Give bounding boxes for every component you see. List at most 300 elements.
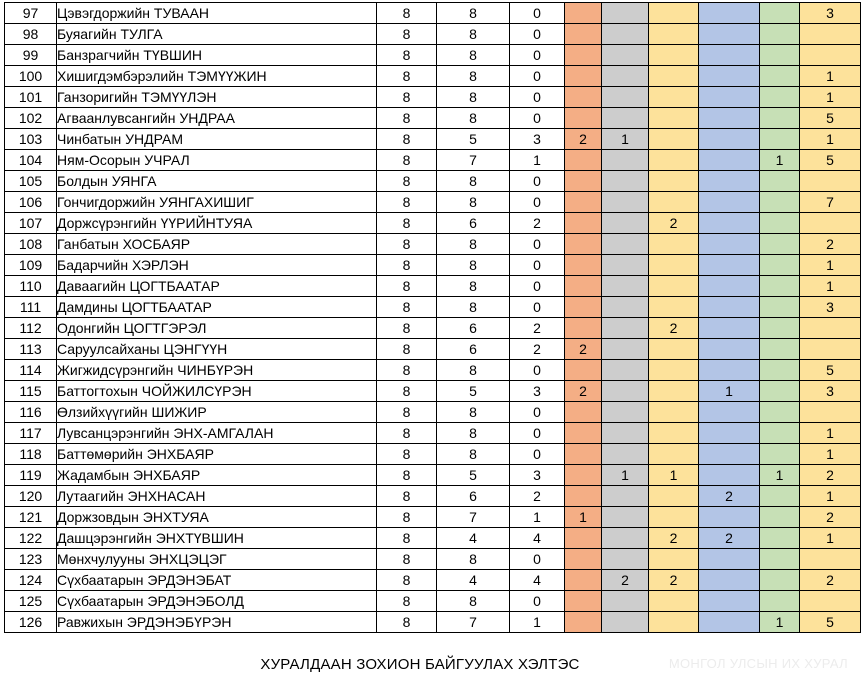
absent-cell: 0 xyxy=(510,360,565,381)
row-number-cell: 110 xyxy=(5,276,57,297)
member-name-cell: Мөнхчулууны ЭНХЦЭЦЭГ xyxy=(57,549,377,570)
attended-cell: 8 xyxy=(437,171,510,192)
absent-cell: 1 xyxy=(510,150,565,171)
row-number-cell: 116 xyxy=(5,402,57,423)
row-number-cell: 98 xyxy=(5,24,57,45)
absence-type-1-cell xyxy=(565,402,602,423)
attended-cell: 6 xyxy=(437,339,510,360)
absence-type-4-cell xyxy=(699,3,760,24)
absence-type-1-cell xyxy=(565,276,602,297)
absent-cell: 0 xyxy=(510,66,565,87)
absence-type-3-cell xyxy=(649,150,699,171)
member-name-cell: Ганзоригийн ТЭМҮҮЛЭН xyxy=(57,87,377,108)
attended-cell: 8 xyxy=(437,108,510,129)
absence-type-1-cell xyxy=(565,612,602,633)
attended-cell: 7 xyxy=(437,507,510,528)
attended-cell: 7 xyxy=(437,150,510,171)
absence-type-2-cell xyxy=(602,402,649,423)
absence-type-4-cell xyxy=(699,24,760,45)
table-row xyxy=(5,234,861,255)
absence-type-1-cell: 2 xyxy=(565,381,602,402)
absence-type-4-cell xyxy=(699,66,760,87)
absent-cell: 0 xyxy=(510,45,565,66)
absence-type-4-cell xyxy=(699,423,760,444)
absence-type-1-cell xyxy=(565,24,602,45)
absent-cell: 4 xyxy=(510,570,565,591)
attended-cell: 8 xyxy=(437,192,510,213)
absence-type-5-cell xyxy=(760,129,800,150)
attended-cell: 8 xyxy=(437,87,510,108)
absence-type-5-cell xyxy=(760,381,800,402)
total-sessions-cell: 8 xyxy=(377,549,437,570)
absence-type-3-cell xyxy=(649,192,699,213)
absent-cell: 0 xyxy=(510,591,565,612)
absence-type-2-cell xyxy=(602,528,649,549)
table-row xyxy=(5,507,861,528)
total-sessions-cell: 8 xyxy=(377,570,437,591)
member-name-cell: Лувсанцэрэнгийн ЭНХ-АМГАЛАН xyxy=(57,423,377,444)
row-number-cell: 104 xyxy=(5,150,57,171)
absent-cell: 1 xyxy=(510,612,565,633)
table-row xyxy=(5,444,861,465)
table-row xyxy=(5,3,861,24)
absence-type-3-cell xyxy=(649,381,699,402)
absence-type-2-cell xyxy=(602,297,649,318)
absence-type-6-cell: 1 xyxy=(800,255,861,276)
absence-type-2-cell xyxy=(602,339,649,360)
table-row xyxy=(5,213,861,234)
table-row xyxy=(5,150,861,171)
absence-type-2-cell xyxy=(602,444,649,465)
table-row xyxy=(5,612,861,633)
attended-cell: 8 xyxy=(437,360,510,381)
absence-type-5-cell xyxy=(760,87,800,108)
total-sessions-cell: 8 xyxy=(377,276,437,297)
absence-type-2-cell xyxy=(602,276,649,297)
absence-type-2-cell xyxy=(602,612,649,633)
absence-type-5-cell: 1 xyxy=(760,465,800,486)
absence-type-1-cell xyxy=(565,3,602,24)
absent-cell: 0 xyxy=(510,192,565,213)
table-row xyxy=(5,129,861,150)
absence-type-3-cell xyxy=(649,444,699,465)
member-name-cell: Одонгийн ЦОГТГЭРЭЛ xyxy=(57,318,377,339)
absent-cell: 0 xyxy=(510,297,565,318)
absence-type-5-cell xyxy=(760,255,800,276)
absence-type-3-cell xyxy=(649,591,699,612)
attended-cell: 7 xyxy=(437,612,510,633)
absence-type-5-cell xyxy=(760,570,800,591)
absence-type-2-cell xyxy=(602,87,649,108)
absent-cell: 0 xyxy=(510,444,565,465)
absence-type-5-cell xyxy=(760,45,800,66)
absence-type-3-cell: 1 xyxy=(649,465,699,486)
absence-type-4-cell xyxy=(699,591,760,612)
absence-type-6-cell xyxy=(800,24,861,45)
absence-type-3-cell xyxy=(649,234,699,255)
table-row xyxy=(5,465,861,486)
absence-type-4-cell xyxy=(699,108,760,129)
member-name-cell: Болдын УЯНГА xyxy=(57,171,377,192)
attended-cell: 4 xyxy=(437,528,510,549)
member-name-cell: Хишигдэмбэрэлийн ТЭМҮҮЖИН xyxy=(57,66,377,87)
row-number-cell: 123 xyxy=(5,549,57,570)
table-row xyxy=(5,486,861,507)
absence-type-1-cell xyxy=(565,570,602,591)
absence-type-4-cell xyxy=(699,360,760,381)
absence-type-6-cell xyxy=(800,45,861,66)
row-number-cell: 100 xyxy=(5,66,57,87)
absence-type-6-cell: 7 xyxy=(800,192,861,213)
absent-cell: 0 xyxy=(510,108,565,129)
absence-type-1-cell xyxy=(565,171,602,192)
absence-type-5-cell xyxy=(760,171,800,192)
table-row xyxy=(5,402,861,423)
absence-type-5-cell xyxy=(760,3,800,24)
absence-type-5-cell xyxy=(760,276,800,297)
absent-cell: 3 xyxy=(510,381,565,402)
table-row xyxy=(5,591,861,612)
absent-cell: 0 xyxy=(510,255,565,276)
absence-type-5-cell xyxy=(760,24,800,45)
member-name-cell: Бадарчийн ХЭРЛЭН xyxy=(57,255,377,276)
total-sessions-cell: 8 xyxy=(377,24,437,45)
absence-type-5-cell: 1 xyxy=(760,150,800,171)
row-number-cell: 111 xyxy=(5,297,57,318)
attended-cell: 8 xyxy=(437,276,510,297)
absence-type-4-cell xyxy=(699,444,760,465)
absence-type-1-cell: 1 xyxy=(565,507,602,528)
attended-cell: 5 xyxy=(437,129,510,150)
absence-type-4-cell xyxy=(699,45,760,66)
table-row xyxy=(5,192,861,213)
absence-type-1-cell xyxy=(565,423,602,444)
attended-cell: 8 xyxy=(437,444,510,465)
row-number-cell: 119 xyxy=(5,465,57,486)
row-number-cell: 118 xyxy=(5,444,57,465)
table-row xyxy=(5,528,861,549)
absence-type-5-cell xyxy=(760,528,800,549)
attended-cell: 8 xyxy=(437,66,510,87)
absence-type-5-cell xyxy=(760,318,800,339)
total-sessions-cell: 8 xyxy=(377,339,437,360)
absence-type-6-cell xyxy=(800,339,861,360)
member-name-cell: Чинбатын УНДРАМ xyxy=(57,129,377,150)
row-number-cell: 117 xyxy=(5,423,57,444)
member-name-cell: Лутаагийн ЭНХНАСАН xyxy=(57,486,377,507)
member-name-cell: Сүхбаатарын ЭРДЭНЭБОЛД xyxy=(57,591,377,612)
absence-type-2-cell xyxy=(602,234,649,255)
absence-type-1-cell xyxy=(565,45,602,66)
absent-cell: 0 xyxy=(510,171,565,192)
absence-type-2-cell xyxy=(602,24,649,45)
absence-type-2-cell xyxy=(602,171,649,192)
absence-type-3-cell: 2 xyxy=(649,213,699,234)
absence-type-6-cell: 3 xyxy=(800,3,861,24)
absence-type-2-cell: 1 xyxy=(602,465,649,486)
row-number-cell: 121 xyxy=(5,507,57,528)
absence-type-1-cell: 2 xyxy=(565,129,602,150)
absence-type-4-cell xyxy=(699,129,760,150)
absence-type-6-cell: 1 xyxy=(800,423,861,444)
absence-type-4-cell: 1 xyxy=(699,381,760,402)
row-number-cell: 102 xyxy=(5,108,57,129)
table-row xyxy=(5,423,861,444)
row-number-cell: 103 xyxy=(5,129,57,150)
absence-type-3-cell xyxy=(649,486,699,507)
attended-cell: 4 xyxy=(437,570,510,591)
attended-cell: 8 xyxy=(437,423,510,444)
attended-cell: 8 xyxy=(437,591,510,612)
absence-type-5-cell xyxy=(760,213,800,234)
absence-type-6-cell: 1 xyxy=(800,276,861,297)
absence-type-2-cell xyxy=(602,591,649,612)
absence-type-5-cell xyxy=(760,402,800,423)
absence-type-3-cell xyxy=(649,255,699,276)
total-sessions-cell: 8 xyxy=(377,591,437,612)
absence-type-6-cell: 2 xyxy=(800,507,861,528)
total-sessions-cell: 8 xyxy=(377,192,437,213)
absent-cell: 0 xyxy=(510,3,565,24)
total-sessions-cell: 8 xyxy=(377,444,437,465)
absence-type-3-cell xyxy=(649,612,699,633)
absence-type-1-cell xyxy=(565,465,602,486)
total-sessions-cell: 8 xyxy=(377,66,437,87)
absence-type-2-cell xyxy=(602,192,649,213)
absence-type-4-cell: 2 xyxy=(699,486,760,507)
table-row xyxy=(5,318,861,339)
attended-cell: 6 xyxy=(437,486,510,507)
absence-type-2-cell: 2 xyxy=(602,570,649,591)
absence-type-2-cell xyxy=(602,3,649,24)
absence-type-1-cell: 2 xyxy=(565,339,602,360)
attended-cell: 8 xyxy=(437,549,510,570)
member-name-cell: Дамдины ЦОГТБААТАР xyxy=(57,297,377,318)
total-sessions-cell: 8 xyxy=(377,528,437,549)
absence-type-2-cell: 1 xyxy=(602,129,649,150)
absence-type-5-cell xyxy=(760,486,800,507)
attended-cell: 6 xyxy=(437,318,510,339)
absent-cell: 0 xyxy=(510,234,565,255)
member-name-cell: Саруулсайханы ЦЭНГҮҮН xyxy=(57,339,377,360)
absence-type-6-cell xyxy=(800,402,861,423)
absence-type-2-cell xyxy=(602,360,649,381)
attended-cell: 8 xyxy=(437,3,510,24)
absence-type-6-cell xyxy=(800,549,861,570)
table-row xyxy=(5,66,861,87)
absence-type-3-cell xyxy=(649,87,699,108)
absence-type-4-cell xyxy=(699,570,760,591)
absence-type-6-cell xyxy=(800,591,861,612)
absence-type-2-cell xyxy=(602,108,649,129)
absent-cell: 3 xyxy=(510,129,565,150)
absence-type-4-cell xyxy=(699,276,760,297)
attended-cell: 8 xyxy=(437,45,510,66)
absence-type-2-cell xyxy=(602,549,649,570)
absence-type-6-cell: 1 xyxy=(800,528,861,549)
absence-type-4-cell xyxy=(699,297,760,318)
total-sessions-cell: 8 xyxy=(377,150,437,171)
member-name-cell: Равжихын ЭРДЭНЭБҮРЭН xyxy=(57,612,377,633)
absence-type-5-cell xyxy=(760,297,800,318)
table-row xyxy=(5,570,861,591)
absence-type-1-cell xyxy=(565,528,602,549)
total-sessions-cell: 8 xyxy=(377,486,437,507)
table-row xyxy=(5,276,861,297)
absence-type-1-cell xyxy=(565,213,602,234)
absence-type-4-cell xyxy=(699,234,760,255)
absence-type-5-cell xyxy=(760,234,800,255)
total-sessions-cell: 8 xyxy=(377,297,437,318)
absent-cell: 4 xyxy=(510,528,565,549)
table-row xyxy=(5,381,861,402)
row-number-cell: 105 xyxy=(5,171,57,192)
member-name-cell: Даваагийн ЦОГТБААТАР xyxy=(57,276,377,297)
absence-type-6-cell xyxy=(800,213,861,234)
absence-type-3-cell xyxy=(649,549,699,570)
absence-type-2-cell xyxy=(602,255,649,276)
absence-type-6-cell: 5 xyxy=(800,612,861,633)
total-sessions-cell: 8 xyxy=(377,507,437,528)
row-number-cell: 112 xyxy=(5,318,57,339)
absence-type-2-cell xyxy=(602,381,649,402)
row-number-cell: 107 xyxy=(5,213,57,234)
row-number-cell: 106 xyxy=(5,192,57,213)
absence-type-1-cell xyxy=(565,444,602,465)
absence-type-5-cell xyxy=(760,507,800,528)
absence-type-3-cell xyxy=(649,339,699,360)
row-number-cell: 113 xyxy=(5,339,57,360)
absence-type-3-cell: 2 xyxy=(649,318,699,339)
absence-type-5-cell xyxy=(760,423,800,444)
total-sessions-cell: 8 xyxy=(377,381,437,402)
absence-type-2-cell xyxy=(602,318,649,339)
table-row xyxy=(5,171,861,192)
absence-type-6-cell xyxy=(800,318,861,339)
member-name-cell: Сүхбаатарын ЭРДЭНЭБАТ xyxy=(57,570,377,591)
row-number-cell: 101 xyxy=(5,87,57,108)
absence-type-4-cell xyxy=(699,150,760,171)
absence-type-6-cell: 2 xyxy=(800,570,861,591)
member-name-cell: Жадамбын ЭНХБАЯР xyxy=(57,465,377,486)
absence-type-4-cell xyxy=(699,549,760,570)
absence-type-2-cell xyxy=(602,213,649,234)
row-number-cell: 120 xyxy=(5,486,57,507)
member-name-cell: Дашцэрэнгийн ЭНХТҮВШИН xyxy=(57,528,377,549)
absence-type-6-cell: 2 xyxy=(800,234,861,255)
absence-type-6-cell: 5 xyxy=(800,108,861,129)
absence-type-1-cell xyxy=(565,108,602,129)
absence-type-6-cell: 5 xyxy=(800,150,861,171)
absent-cell: 3 xyxy=(510,465,565,486)
absent-cell: 1 xyxy=(510,507,565,528)
absence-type-4-cell xyxy=(699,465,760,486)
attended-cell: 5 xyxy=(437,465,510,486)
member-name-cell: Доржсүрэнгийн ҮҮРИЙНТУЯА xyxy=(57,213,377,234)
row-number-cell: 125 xyxy=(5,591,57,612)
absence-type-6-cell: 1 xyxy=(800,129,861,150)
attended-cell: 8 xyxy=(437,24,510,45)
total-sessions-cell: 8 xyxy=(377,213,437,234)
attended-cell: 8 xyxy=(437,234,510,255)
absence-type-4-cell xyxy=(699,339,760,360)
total-sessions-cell: 8 xyxy=(377,255,437,276)
absence-type-6-cell: 5 xyxy=(800,360,861,381)
total-sessions-cell: 8 xyxy=(377,318,437,339)
member-name-cell: Доржзовдын ЭНХТУЯА xyxy=(57,507,377,528)
total-sessions-cell: 8 xyxy=(377,360,437,381)
absence-type-5-cell xyxy=(760,339,800,360)
absence-type-1-cell xyxy=(565,66,602,87)
attended-cell: 5 xyxy=(437,381,510,402)
total-sessions-cell: 8 xyxy=(377,402,437,423)
absence-type-3-cell xyxy=(649,360,699,381)
attendance-table xyxy=(4,2,861,633)
absence-type-5-cell xyxy=(760,360,800,381)
absence-type-5-cell xyxy=(760,108,800,129)
member-name-cell: Жигжидсүрэнгийн ЧИНБҮРЭН xyxy=(57,360,377,381)
absence-type-2-cell xyxy=(602,66,649,87)
absence-type-1-cell xyxy=(565,486,602,507)
absence-type-5-cell xyxy=(760,549,800,570)
absence-type-2-cell xyxy=(602,423,649,444)
absent-cell: 2 xyxy=(510,486,565,507)
absence-type-2-cell xyxy=(602,486,649,507)
absent-cell: 0 xyxy=(510,423,565,444)
member-name-cell: Гончигдоржийн УЯНГАХИШИГ xyxy=(57,192,377,213)
total-sessions-cell: 8 xyxy=(377,45,437,66)
absence-type-4-cell xyxy=(699,507,760,528)
absence-type-6-cell: 1 xyxy=(800,66,861,87)
attended-cell: 8 xyxy=(437,402,510,423)
absence-type-6-cell: 1 xyxy=(800,486,861,507)
member-name-cell: Буяагийн ТУЛГА xyxy=(57,24,377,45)
absence-type-2-cell xyxy=(602,45,649,66)
row-number-cell: 126 xyxy=(5,612,57,633)
member-name-cell: Баттогтохын ЧОЙЖИЛСҮРЭН xyxy=(57,381,377,402)
absence-type-6-cell: 2 xyxy=(800,465,861,486)
absence-type-4-cell xyxy=(699,87,760,108)
absence-type-6-cell: 1 xyxy=(800,87,861,108)
absent-cell: 0 xyxy=(510,549,565,570)
table-row xyxy=(5,108,861,129)
absence-type-1-cell xyxy=(565,192,602,213)
member-name-cell: Цэвэгдоржийн ТУВААН xyxy=(57,3,377,24)
member-name-cell: Ням-Осорын УЧРАЛ xyxy=(57,150,377,171)
absent-cell: 2 xyxy=(510,318,565,339)
absence-type-5-cell xyxy=(760,192,800,213)
absence-type-1-cell xyxy=(565,591,602,612)
absence-type-4-cell xyxy=(699,171,760,192)
absent-cell: 0 xyxy=(510,24,565,45)
row-number-cell: 115 xyxy=(5,381,57,402)
total-sessions-cell: 8 xyxy=(377,87,437,108)
absence-type-6-cell: 3 xyxy=(800,381,861,402)
table-row xyxy=(5,549,861,570)
table-row xyxy=(5,24,861,45)
table-row xyxy=(5,339,861,360)
absence-type-4-cell xyxy=(699,255,760,276)
attended-cell: 8 xyxy=(437,297,510,318)
total-sessions-cell: 8 xyxy=(377,423,437,444)
absence-type-3-cell xyxy=(649,45,699,66)
absence-type-3-cell xyxy=(649,66,699,87)
absence-type-5-cell xyxy=(760,591,800,612)
absent-cell: 0 xyxy=(510,276,565,297)
absence-type-3-cell xyxy=(649,507,699,528)
absence-type-1-cell xyxy=(565,549,602,570)
absent-cell: 0 xyxy=(510,402,565,423)
